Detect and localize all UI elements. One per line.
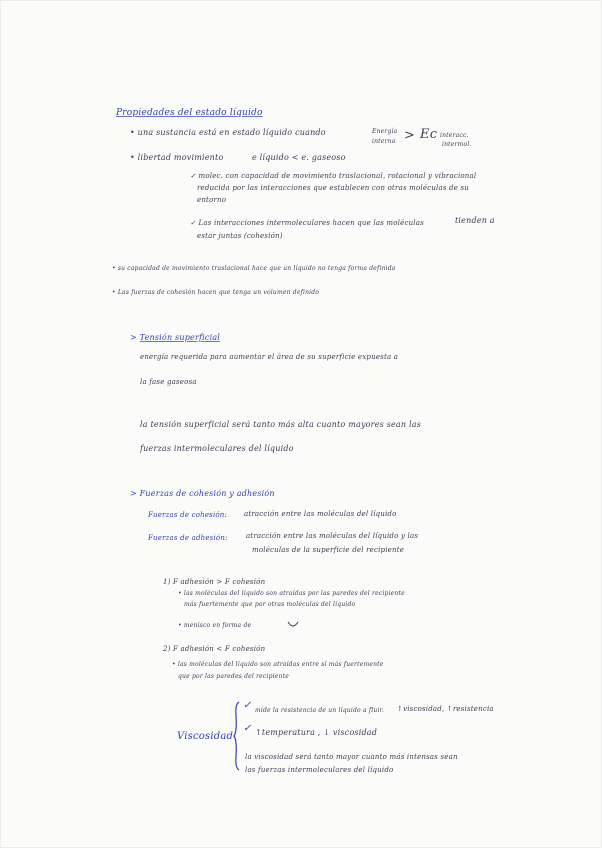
case-2-line-2: que por las paredes del recipiente: [178, 673, 289, 680]
bullet-3-text: su capacidad de movimiento traslacional hace que un líquido no tenga forma definida: [117, 265, 396, 272]
adhesion-text-1: atracción entre las moléculas del líquido y las: [246, 532, 419, 540]
bullet-1-text: una sustancia está en estado líquido cuando: [137, 128, 326, 137]
case-1-line-1-text: las moléculas del líquido son atraídas por las paredes del recipiente: [183, 590, 405, 597]
sub-2-line-2: estar juntas (cohesión): [197, 232, 283, 240]
sub-2-tienden: tienden a: [455, 216, 495, 225]
viscosidad-brace-icon: [233, 700, 243, 772]
ec-bottom: intermol.: [442, 141, 472, 148]
visc-line-2: ↑temperatura , ↓ viscosidad: [255, 728, 378, 737]
bullet-2: • libertad movimiento: [130, 153, 224, 162]
adhesion-label: Fuerzas de adhesión:: [148, 534, 228, 542]
case-2-line-1: • las moléculas del líquido son atraídas entre sí más fuertemente: [172, 661, 384, 668]
bullet-4: • Las fuerzas de cohesión hacen que tenga un volumen definido: [112, 289, 320, 296]
energy-fraction-top: Energía: [372, 128, 398, 135]
tension-line-4: fuerzas intermoleculares del líquido: [140, 444, 294, 453]
case-1-title: 1) F adhesión > F cohesión: [163, 578, 266, 586]
greater-than-sign: >: [404, 128, 416, 143]
visc-line-1b: ↑viscosidad, ↑resistencia: [397, 705, 494, 713]
concave-meniscus-icon: [287, 621, 299, 629]
energy-compare: e líquido < e. gaseoso: [252, 153, 346, 162]
ec-top: interacc.: [440, 132, 469, 139]
tension-line-2: la fase gaseosa: [140, 378, 197, 386]
case-2-title: 2) F adhesión < F cohesión: [163, 645, 266, 653]
visc-check-1: ✓: [243, 700, 252, 711]
cohesion-text: atracción entre las moléculas del líquido: [244, 510, 397, 518]
ec-symbol: Ec: [420, 127, 438, 142]
case-1-line-2: más fuertemente que por otras moléculas del líquido: [184, 601, 356, 608]
page-heading: Propiedades del estado líquido: [116, 108, 263, 118]
bullet-1: • una sustancia está en estado líquido cuando: [130, 128, 326, 137]
case-1-line-3: • menisco en forma de: [178, 622, 252, 629]
sub-2-line-1: ✓ Las interacciones intermoleculares hacen que las moléculas: [190, 219, 424, 227]
visc-line-4: las fuerzas intermoleculares del líquido: [245, 766, 394, 774]
sub-1-line-2: reducida por las interacciones que establecen con otras moléculas de su: [197, 184, 470, 192]
bullet-4-text: Las fuerzas de cohesión hacen que tenga un volumen definido: [117, 289, 320, 296]
adhesion-text-2: moléculas de la superficie del recipiente: [252, 546, 405, 554]
visc-line-3: la viscosidad será tanto mayor cuanto más intensas sean: [245, 753, 458, 761]
fuerzas-title: Fuerzas de cohesión y adhesión: [139, 489, 275, 498]
bullet-3: • su capacidad de movimiento traslacional hace que un líquido no tenga forma definida: [112, 265, 396, 272]
cohesion-label: Fuerzas de cohesión:: [148, 511, 228, 519]
case-1-line-3-text: menisco en forma de: [183, 622, 252, 629]
visc-line-1: mide la resistencia de un líquido a fluir.: [255, 707, 385, 714]
fuerzas-heading: > Fuerzas de cohesión y adhesión: [130, 489, 275, 498]
visc-check-2: ✓: [243, 723, 252, 734]
energy-fraction-bottom: interna: [372, 138, 396, 145]
tension-line-1: energía requerida para aumentar el área de su superficie expuesta a: [140, 353, 399, 361]
tension-title: Tensión superficial: [139, 333, 221, 342]
sub-1-line-1-text: molec. con capacidad de movimiento traslacional, rotacional y vibracional: [198, 172, 477, 180]
sub-1-line-1: ✓ molec. con capacidad de movimiento traslacional, rotacional y vibracional: [190, 172, 477, 180]
tension-heading: > Tensión superficial: [130, 333, 221, 342]
case-1-line-1: • las moléculas del líquido son atraídas por las paredes del recipiente: [178, 590, 405, 597]
sub-2-line-1-text: Las interacciones intermoleculares hacen que las moléculas: [198, 219, 424, 227]
tension-line-3: la tensión superficial será tanto más alta cuanto mayores sean las: [140, 420, 422, 429]
viscosidad-label: Viscosidad: [177, 731, 234, 742]
sub-1-line-3: entorno: [197, 196, 227, 204]
case-2-line-1-text: las moléculas del líquido son atraídas entre sí más fuertemente: [177, 661, 384, 668]
bullet-2-text: libertad movimiento: [137, 153, 224, 162]
